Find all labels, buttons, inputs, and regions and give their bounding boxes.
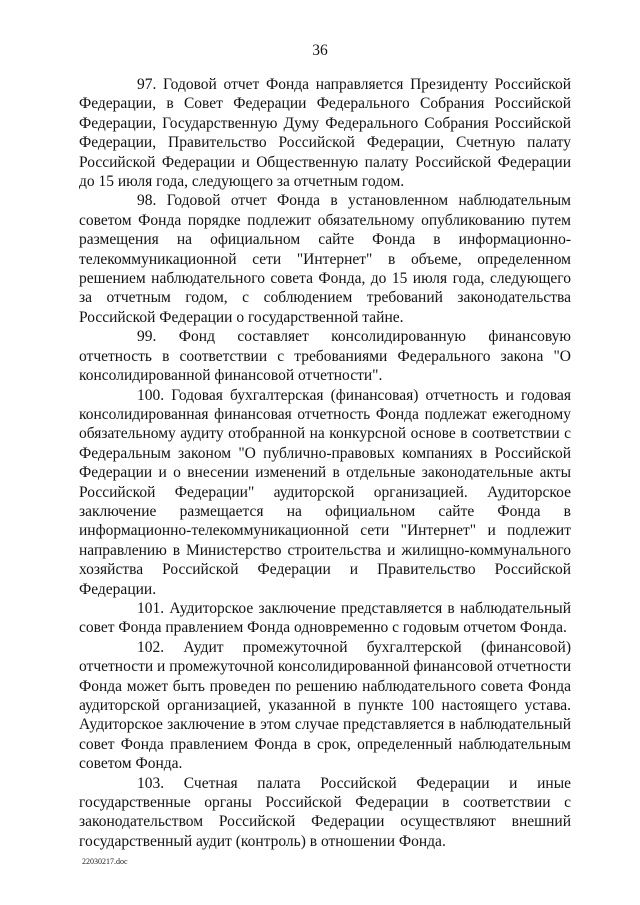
page-number: 36: [312, 42, 328, 59]
paragraph-102: 102. Аудит промежуточной бухгалтерской (финансовой) отчетности и промежуточной консолидированной финансовой отчетности Фонда может быть проведен по решению наблюдательного совета Фонда аудиторской организацией, указанной в пункте 100 настоящего устава. Аудиторское заключение в этом случае представляется в наблюдательный совет Фонда правлением Фонда в срок, определенный наблюдательным советом Фонда.: [79, 638, 571, 773]
paragraph-97: 97. Годовой отчет Фонда направляется Президенту Российской Федерации, в Совет Федерации Федерального Собрания Российской Федерации, Государственную Думу Федерального Собрания Российской Федерации, Правительство Российской Федерации, Счетную палату Российской Федерации и Общественную палату Российской Федерации до 15 июля года, следующего за отчетным годом.: [79, 76, 571, 191]
paragraph-100: 100. Годовая бухгалтерская (финансовая) отчетность и годовая консолидированная финансовая отчетность Фонда подлежат ежегодному обязательному аудиту отобранной на конкурсной основе в соответствии с Федеральным законом "О публично-правовых компаниях в Российской Федерации и о внесении изменений в отдельные законодательные акты Российской Федерации" аудиторской организацией. Аудиторское заключение размещается на официальном сайте Фонда в информационно-телекоммуникационной сети "Интернет" и подлежит направлению в Министерство строительства и жилищно-коммунального хозяйства Российской Федерации и Правительство Российской Федерации.: [79, 386, 571, 598]
paragraph-99: 99. Фонд составляет консолидированную финансовую отчетность в соответствии с требованиями Федерального закона "О консолидированной финансовой отчетности".: [79, 328, 571, 385]
footer-filename: 22030217.doc: [82, 857, 128, 866]
document-body: [79, 75, 571, 851]
paragraph-103: 103. Счетная палата Российской Федерации и иные государственные органы Российской Федерации в соответствии с законодательством Российской Федерации осуществляют внешний государственный аудит (контроль) в отношении Фонда.: [79, 774, 571, 850]
paragraph-98: 98. Годовой отчет Фонда в установленном наблюдательным советом Фонда порядке подлежит обязательному опубликованию путем размещения на официальном сайте Фонда в информационно-телекоммуникационной сети "Интернет" в объеме, определенном решением наблюдательного совета Фонда, до 15 июля года, следующего за отчетным годом, с соблюдением требований законодательства Российской Федерации о государственной тайне.: [79, 192, 571, 326]
paragraph-101: 101. Аудиторское заключение представляется в наблюдательный совет Фонда правлением Фонда одновременно с годовым отчетом Фонда.: [79, 599, 571, 637]
